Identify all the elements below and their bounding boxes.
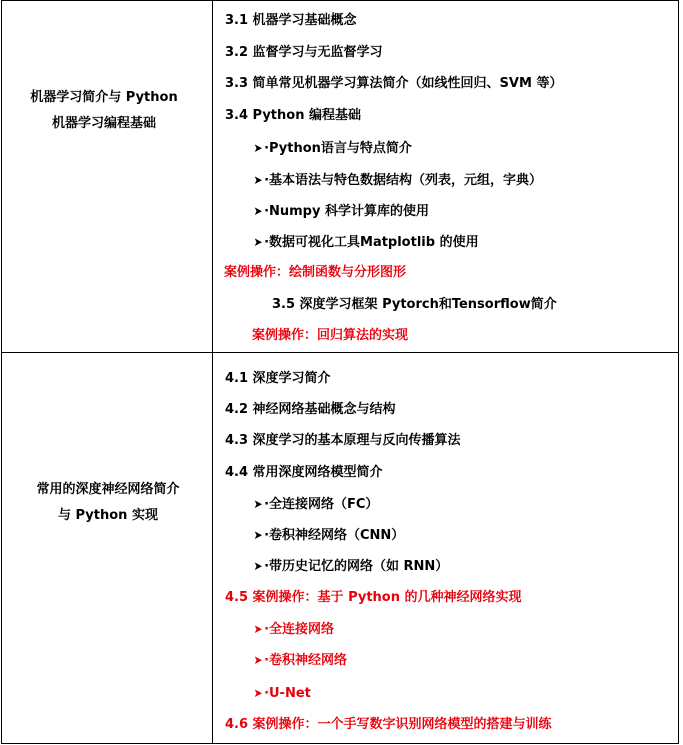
module-title-line: 机器学习编程基础	[51, 116, 156, 131]
list-item: 4.1 深度学习简介	[225, 371, 331, 386]
list-item: ➤ ·全连接网络（FC）	[253, 497, 379, 512]
list-item: 4.2 神经网络基础概念与结构	[225, 402, 396, 417]
arrowhead-bullet-icon: ➤	[253, 235, 263, 249]
case-study-item: 4.5 案例操作：基于 Python 的几种神经网络实现	[225, 590, 522, 605]
list-item: ➤ ·数据可视化工具Matplotlib 的使用	[253, 235, 479, 250]
case-study-item: 4.6 案例操作：一个手写数字识别网络模型的搭建与训练	[225, 717, 552, 732]
module-title-cell	[2, 353, 213, 744]
arrowhead-bullet-icon: ➤	[253, 622, 263, 636]
list-item: 4.3 深度学习的基本原理与反向传播算法	[225, 433, 461, 448]
arrowhead-bullet-icon: ➤	[253, 497, 263, 511]
arrowhead-bullet-icon: ➤	[253, 204, 263, 218]
list-item: 3.5 深度学习框架 Pytorch和Tensorflow简介	[272, 297, 557, 312]
module-title	[6, 85, 202, 137]
module-title-cell	[2, 1, 213, 353]
arrowhead-bullet-icon: ➤	[253, 653, 263, 667]
arrowhead-bullet-icon: ➤	[253, 141, 263, 155]
list-item: ➤ ·Numpy 科学计算库的使用	[253, 204, 429, 219]
module-title-line: 与 Python 实现	[58, 508, 158, 523]
arrowhead-bullet-icon: ➤	[253, 559, 263, 573]
case-study-item: 案例操作：回归算法的实现	[252, 328, 409, 343]
list-item: ➤ ·基本语法与特色数据结构（列表，元组，字典）	[253, 173, 543, 188]
case-study-item: ➤ ·U-Net	[253, 686, 311, 701]
list-item: ➤ ·Python语言与特点简介	[253, 141, 412, 156]
list-item: ➤ ·带历史记忆的网络（如 RNN）	[253, 559, 449, 574]
list-item: 3.1 机器学习基础概念	[225, 13, 357, 28]
arrowhead-bullet-icon: ➤	[253, 686, 263, 700]
case-study-item: ➤ ·全连接网络	[253, 622, 335, 637]
arrowhead-bullet-icon: ➤	[253, 528, 263, 542]
list-item: 3.4 Python 编程基础	[225, 108, 361, 123]
list-item: 4.4 常用深度网络模型简介	[225, 465, 383, 480]
list-item: ➤ ·卷积神经网络（CNN）	[253, 528, 405, 543]
arrowhead-bullet-icon: ➤	[253, 173, 263, 187]
module-title-line: 机器学习简介与 Python	[30, 90, 178, 105]
list-item: 3.2 监督学习与无监督学习	[225, 45, 383, 60]
module-title	[10, 477, 206, 529]
module-title-line: 常用的深度神经网络简介	[36, 482, 180, 497]
case-study-item: 案例操作：绘制函数与分形图形	[224, 265, 407, 280]
list-item: 3.3 简单常见机器学习算法简介（如线性回归、SVM 等）	[225, 76, 563, 91]
case-study-item: ➤ ·卷积神经网络	[253, 653, 348, 668]
